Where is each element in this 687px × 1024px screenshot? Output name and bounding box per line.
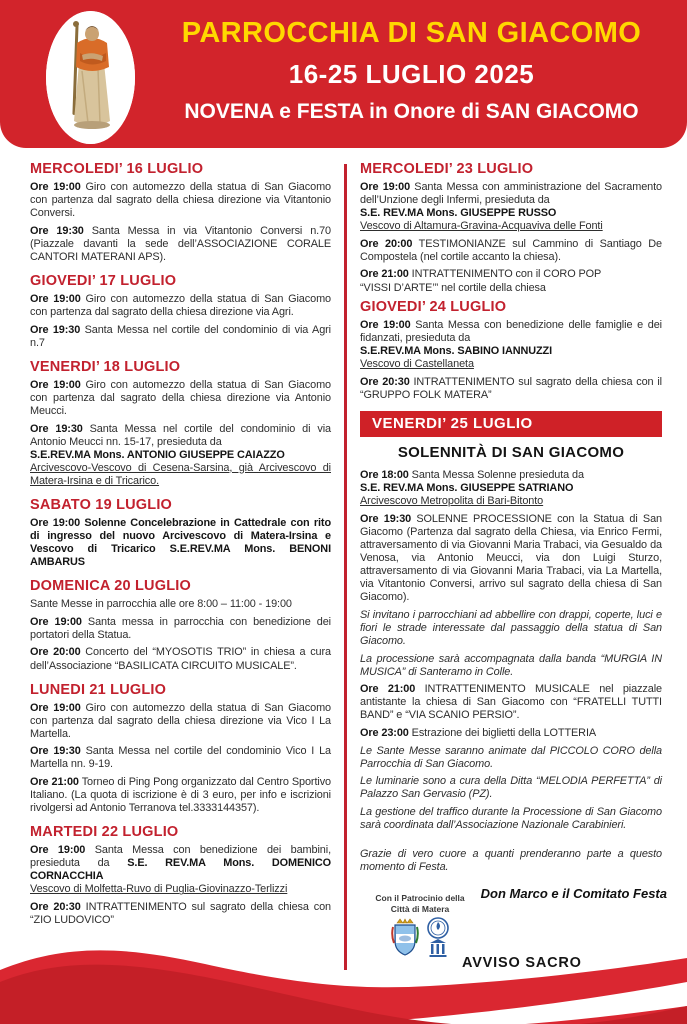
event-text: Ore 19:00 Giro con automezzo della statua di San Giacomo con partenza dal sagrato della chiesa direzione via Antonio Meucci. [30,378,331,417]
day-section [360,299,662,402]
sacred-notice: AVVISO SACRO [462,955,582,971]
column-divider [344,164,347,970]
event-text: Ore 23:00 Estrazione dei biglietti della LOTTERIA [360,727,597,739]
section-heading: LUNEDI 21 LUGLIO [30,681,167,698]
event-text: Ore 21:00 INTRATTENIMENTO MUSICALE nel piazzale antistante la chiesa di San Giacomo con “FRATELLI TUTTI BAND” e “VIA SCANIO PERSIO”. [360,683,663,722]
day-section [30,497,331,569]
section-heading: GIOVEDI’ 24 LUGLIO [360,299,507,316]
patronage-line2: Città di Matera [390,903,450,914]
day-section [30,824,331,927]
event-text: La gestione del traffico durante la Processione di San Giacomo sarà coordinata dall’Associazione Nazionale Carabinieri. [360,805,662,831]
day-section [30,359,331,488]
event-text: Le Sante Messe saranno animate dal PICCOLO CORO della Parrocchia di San Giacomo. [360,744,662,770]
event-text: Ore 19:00 Solenne Concelebrazione in Cattedrale con rito di ingresso del nuovo Arcivescovo di Matera-Irsina e Vescovo di Tricarico S.E.REV.MA Mons. BENONI AMBARUS [30,516,331,569]
event-text: Ore 20:30 INTRATTENIMENTO sul sagrato della chiesa con il “GRUPPO FOLK MATERA” [360,375,662,402]
left-column [30,161,331,932]
section-heading: MARTEDI 22 LUGLIO [30,824,179,841]
friday-title: SOLENNITÀ DI SAN GIACOMO [397,444,625,462]
day-section [30,578,331,672]
section-heading: VENERDI’ 18 LUGLIO [30,358,181,375]
page-title: PARROCCHIA DI SAN GIACOMO [181,17,642,49]
section-heading: GIOVEDI’ 17 LUGLIO [30,272,177,289]
event-text: La processione sarà accompagnata dalla banda “MURGIA IN MUSICA” di Santeramo in Colle. [360,652,662,678]
header-titles [150,17,673,124]
event-text: Si invitano i parrocchiani ad abbellire con drappi, coperte, luci e fiori le strade interessate dal passaggio della statua di San Giacomo. [360,608,662,648]
section-heading: MERCOLEDI’ 16 LUGLIO [30,161,204,177]
patronage-line1: Con il Patrocinio della [375,893,465,903]
event-text: Sante Messe in parrocchia alle ore 8:00 – 11:00 - 19:00 [30,598,292,611]
section-heading: SABATO 19 LUGLIO [30,496,173,513]
subtitle: NOVENA e FESTA in Onore di SAN GIACOMO [184,100,639,123]
header-banner [0,0,687,148]
event-text: Le luminarie sono a cura della Ditta “MELODIA PERFETTA” di Palazzo San Gervasio (PZ). [360,775,662,801]
event-text: Ore 20:30 INTRATTENIMENTO sul sagrato della chiesa con “ZIO LUDOVICO” [30,901,332,927]
event-text: Ore 19:00 Santa messa in parrocchia con benedizione dei portatori della Statua. [30,615,331,641]
event-text: Ore 19:30 SOLENNE PROCESSIONE con la Statua di San Giacomo (Partenza dal sagrato della Chiesa, via Enrico Fermi, attraversamento di via Giovanni Maria Trabaci, via Gesualdo da Venosa, via Antonio Meucci, via don Luigi Sturzo, attraversamento di via Giovanni Maria Trabaci, via La Martella, via Vitantonio Conversi, arrivo sul sagrato della chiesa di San Giacomo). [360,512,662,604]
event-text: Ore 19:30 Santa Messa nel cortile del condominio di via Agri n.7 [30,323,332,349]
event-text: Ore 19:00 Giro con automezzo della statua di San Giacomo con partenza dal sagrato della chiesa direzione via Vitantonio Conversi. [30,181,331,220]
san-giacomo-statue-image [46,11,135,144]
day-section [30,682,331,816]
event-text: Ore 19:00 Santa Messa con benedizione delle famiglie e dei fidanzati, presieduta da S.E.REV.MA Mons. SABINO IANNUZZI Vescovo di Castellaneta [360,319,662,371]
statue-frame [46,11,135,144]
right-column [360,161,662,879]
section-heading: DOMENICA 20 LUGLIO [30,578,191,595]
event-text: Ore 21:00 INTRATTENIMENTO con il CORO POP “VISSI D’ARTE’” nel cortile della chiesa [360,268,602,294]
event-text: Ore 19:00 Santa Messa con benedizione dei bambini, presieduta da S.E. REV.MA Mons. DOMENICO CORNACCHIA Vescovo di Molfetta-Ruvo di Puglia-Giovinazzo-Terlizzi [30,844,332,896]
day-section [360,161,662,295]
event-text: Ore 19:00 Giro con automezzo della statua di San Giacomo con partenza dal sagrato della chiesa direzione via Agri. [30,292,331,319]
event-text: Ore 19:00 Giro con automezzo della statua di San Giacomo con partenza dal sagrato della chiesa direzione via Vico I La Martella. [30,701,331,740]
signature: Don Marco e il Comitato Festa [480,886,667,901]
day-section [30,161,331,264]
day-section [30,273,331,350]
date-range: 16-25 LUGLIO 2025 [288,59,535,89]
event-text: Ore 19:30 Santa Messa nel cortile del condominio Vico I La Martella nn. 9-19. [30,745,332,771]
bottom-wave-decoration [0,924,687,1024]
event-text: Ore 19:30 Santa Messa in via Vitantonio Conversi n.70 (Piazzale davanti la sede dell’ASSOCIAZIONE CORALE CANTORI MATERANI APS). [30,224,331,263]
right-sections [360,161,662,402]
friday-banner: VENERDI’ 25 LUGLIO [360,411,662,437]
event-text: Ore 21:00 Torneo di Ping Pong organizzato dal Centro Sportivo Italiano. (La quota di iscrizione è di 3 euro, per info e iscrizioni rivolgersi ad Antonio Terranova tel.3333144357). [30,776,331,815]
event-text: Ore 19:00 Santa Messa con amministrazione del Sacramento dell’Unzione degli Infermi, presieduta da S.E. REV.MA Mons. GIUSEPPE RUSSO Vescovo di Altamura-Gravina-Acquaviva delle Fonti [360,181,662,233]
event-text: Grazie di vero cuore a quanti prenderanno parte a questo momento di Festa. [360,848,662,874]
section-heading: MERCOLEDI’ 23 LUGLIO [360,161,534,177]
friday-program [360,469,662,874]
event-text: Ore 18:00 Santa Messa Solenne presieduta da S.E. REV.MA Mons. GIUSEPPE SATRIANO Arcivescovo Metropolita di Bari-Bitonto [360,469,584,508]
event-text: Ore 20:00 TESTIMONIANZE sul Cammino di Santiago De Compostela (nel cortile accanto la chiesa). [360,237,663,263]
event-text: Ore 20:00 Concerto del “MYOSOTIS TRIO” in chiesa a cura dell’Associazione “BASILICATA CIRCUITO MUSICALE”. [30,646,331,672]
event-text: Ore 19:30 Santa Messa nel cortile del condominio di via Antonio Meucci nn. 15-17, presieduta da S.E.REV.MA Mons. ANTONIO GIUSEPPE CAIAZZO Arcivescovo-Vescovo di Cesena-Sarsina, già Arcivescovo di Matera-Irsina e di Tricarico. [30,422,331,487]
